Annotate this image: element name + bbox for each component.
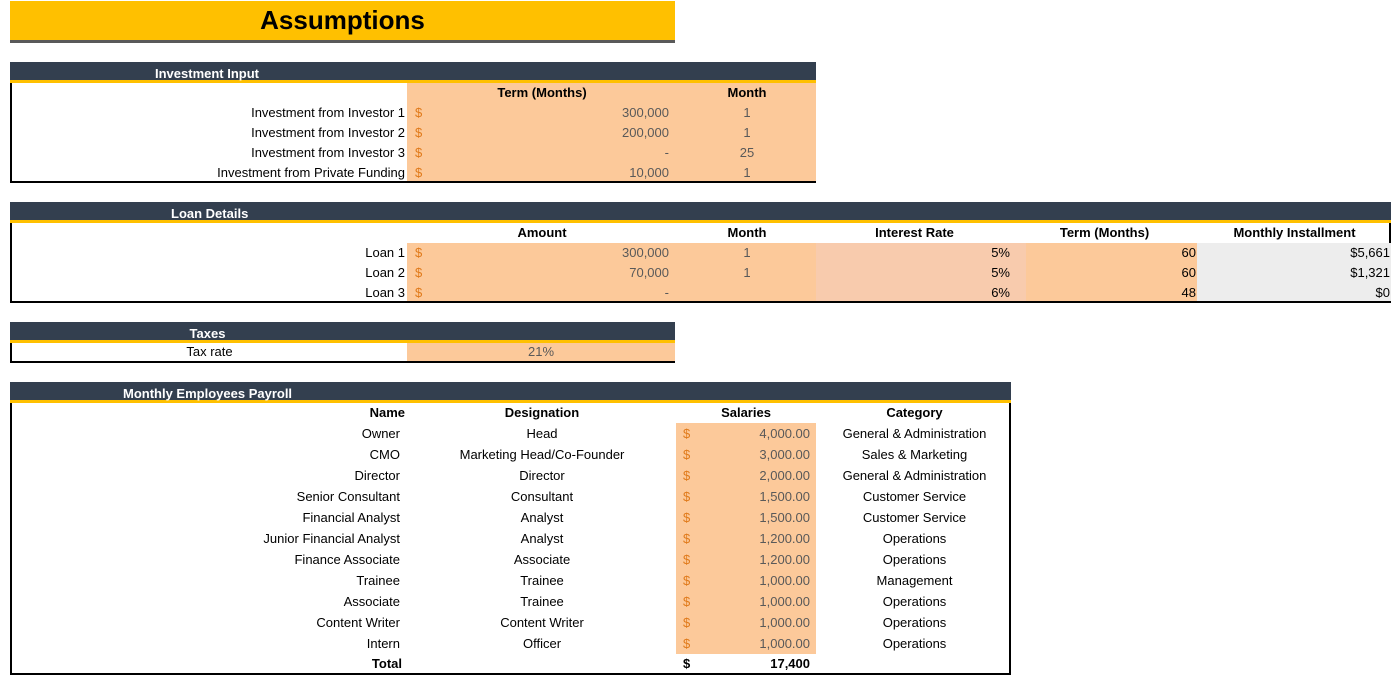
loan-col-rate: Interest Rate [875, 225, 954, 240]
investment-row-month[interactable]: 25 [739, 145, 755, 160]
payroll-row-designation: Trainee [520, 594, 564, 609]
payroll-row-category: Customer Service [862, 489, 967, 504]
loan-row-amount[interactable]: 300,000 [622, 245, 669, 260]
investment-col-term: Term (Months) [497, 85, 587, 100]
loan-row-currency: $ [415, 285, 423, 300]
payroll-row-salary[interactable]: 1,000.00 [759, 636, 810, 651]
investment-row-amount[interactable]: 300,000 [622, 105, 669, 120]
loan-col-installment: Monthly Installment [1233, 225, 1356, 240]
payroll-row-category: General & Administration [842, 468, 987, 483]
investment-col-month: Month [727, 85, 767, 100]
investment-row-month[interactable]: 1 [743, 125, 751, 140]
loan-row-amount[interactable]: - [664, 285, 669, 300]
payroll-row-salary[interactable]: 1,000.00 [759, 615, 810, 630]
investment-table [10, 83, 816, 183]
payroll-row-designation: Analyst [520, 531, 564, 546]
payroll-col-name: Name [369, 405, 405, 420]
payroll-row-currency: $ [683, 594, 691, 609]
payroll-row-category: Management [876, 573, 953, 588]
loan-section-header [10, 202, 1391, 223]
loan-row-currency: $ [415, 265, 423, 280]
payroll-row-currency: $ [683, 552, 691, 567]
payroll-row-designation: Associate [513, 552, 571, 567]
payroll-row-currency: $ [683, 426, 691, 441]
investment-row-label: Investment from Investor 2 [251, 125, 405, 140]
investment-row-label: Investment from Investor 1 [251, 105, 405, 120]
payroll-row-category: Operations [882, 636, 947, 651]
taxes-section-header [10, 322, 675, 343]
payroll-row-salary[interactable]: 1,200.00 [759, 552, 810, 567]
payroll-row-currency: $ [683, 447, 691, 462]
payroll-row-category: Operations [882, 552, 947, 567]
investment-row-label: Investment from Investor 3 [251, 145, 405, 160]
payroll-row-salary[interactable]: 4,000.00 [759, 426, 810, 441]
payroll-row-name: Finance Associate [294, 552, 400, 567]
loan-row-term[interactable]: 60 [1181, 245, 1196, 260]
page-title: Assumptions [260, 5, 425, 35]
loan-row-rate[interactable]: 5% [991, 245, 1010, 260]
loan-row-month[interactable]: 1 [743, 265, 751, 280]
loan-row-installment: $5,661 [1350, 245, 1390, 260]
investment-row-month[interactable]: 1 [743, 165, 751, 180]
payroll-section-header [10, 382, 1011, 403]
investment-row-month[interactable]: 1 [743, 105, 751, 120]
loan-row-rate[interactable]: 6% [991, 285, 1010, 300]
taxes-header-label: Taxes [189, 326, 226, 341]
payroll-row-name: Trainee [356, 573, 400, 588]
tax-rate-value[interactable]: 21% [407, 343, 675, 361]
payroll-row-salary[interactable]: 3,000.00 [759, 447, 810, 462]
payroll-row-designation: Consultant [510, 489, 574, 504]
investment-row-currency: $ [415, 145, 423, 160]
payroll-row-name: Junior Financial Analyst [263, 531, 400, 546]
loan-row-rate[interactable]: 5% [991, 265, 1010, 280]
payroll-row-name: Senior Consultant [296, 489, 400, 504]
payroll-total-value: 17,400 [770, 656, 810, 671]
payroll-row-salary[interactable]: 2,000.00 [759, 468, 810, 483]
loan-header-label: Loan Details [171, 206, 249, 221]
payroll-row-name: Intern [366, 636, 400, 651]
payroll-row-currency: $ [683, 510, 691, 525]
loan-row-term[interactable]: 48 [1181, 285, 1196, 300]
payroll-row-designation: Trainee [520, 573, 564, 588]
payroll-col-category: Category [886, 405, 943, 420]
payroll-row-category: Operations [882, 594, 947, 609]
investment-row-amount[interactable]: 10,000 [629, 165, 669, 180]
payroll-row-name: CMO [369, 447, 400, 462]
payroll-total-currency: $ [683, 656, 691, 671]
payroll-row-name: Content Writer [316, 615, 400, 630]
payroll-col-salaries: Salaries [721, 405, 771, 420]
payroll-row-salary[interactable]: 1,500.00 [759, 510, 810, 525]
payroll-total-label: Total [371, 656, 402, 671]
payroll-row-salary[interactable]: 1,000.00 [759, 573, 810, 588]
investment-row-currency: $ [415, 165, 423, 180]
loan-col-month: Month [727, 225, 767, 240]
payroll-row-currency: $ [683, 573, 691, 588]
loan-row-installment: $0 [1375, 285, 1390, 300]
payroll-row-name: Financial Analyst [302, 510, 400, 525]
loan-row-label: Loan 2 [365, 265, 405, 280]
investment-row-currency: $ [415, 105, 423, 120]
loan-row-installment: $1,321 [1350, 265, 1390, 280]
investment-row-amount[interactable]: - [664, 145, 669, 160]
investment-section-header [10, 62, 816, 83]
payroll-row-name: Owner [361, 426, 400, 441]
loan-row-currency: $ [415, 245, 423, 260]
payroll-row-designation: Officer [522, 636, 562, 651]
payroll-row-name: Director [354, 468, 400, 483]
investment-row-amount[interactable]: 200,000 [622, 125, 669, 140]
payroll-row-salary[interactable]: 1,200.00 [759, 531, 810, 546]
payroll-row-designation: Marketing Head/Co-Founder [459, 447, 625, 462]
payroll-row-category: Sales & Marketing [861, 447, 968, 462]
tax-rate-label: Tax rate [186, 344, 233, 359]
loan-table [10, 223, 1391, 303]
payroll-header-label: Monthly Employees Payroll [123, 386, 293, 401]
payroll-row-category: Operations [882, 531, 947, 546]
payroll-row-salary[interactable]: 1,000.00 [759, 594, 810, 609]
payroll-row-designation: Head [526, 426, 558, 441]
payroll-row-designation: Analyst [520, 510, 564, 525]
payroll-row-category: General & Administration [842, 426, 987, 441]
payroll-row-category: Operations [882, 615, 947, 630]
loan-row-label: Loan 1 [365, 245, 405, 260]
investment-header-label: Investment Input [155, 66, 260, 81]
payroll-row-currency: $ [683, 615, 691, 630]
payroll-table [10, 403, 1011, 675]
loan-row-amount[interactable]: 70,000 [629, 265, 669, 280]
title-bar [10, 1, 675, 43]
investment-row-label: Investment from Private Funding [217, 165, 405, 180]
payroll-row-designation: Content Writer [500, 615, 584, 630]
loan-col-amount: Amount [517, 225, 567, 240]
payroll-col-designation: Designation [504, 405, 580, 420]
loan-row-label: Loan 3 [365, 285, 405, 300]
investment-row-currency: $ [415, 125, 423, 140]
payroll-row-currency: $ [683, 489, 691, 504]
taxes-table [10, 343, 675, 363]
payroll-row-designation: Director [519, 468, 565, 483]
payroll-row-currency: $ [683, 531, 691, 546]
loan-row-month[interactable] [697, 283, 797, 303]
loan-col-term: Term (Months) [1059, 225, 1150, 240]
payroll-row-salary[interactable]: 1,500.00 [759, 489, 810, 504]
payroll-row-name: Associate [343, 594, 400, 609]
payroll-row-category: Customer Service [862, 510, 967, 525]
loan-row-term[interactable]: 60 [1181, 265, 1196, 280]
loan-row-month[interactable]: 1 [743, 245, 751, 260]
payroll-row-currency: $ [683, 636, 691, 651]
payroll-row-currency: $ [683, 468, 691, 483]
